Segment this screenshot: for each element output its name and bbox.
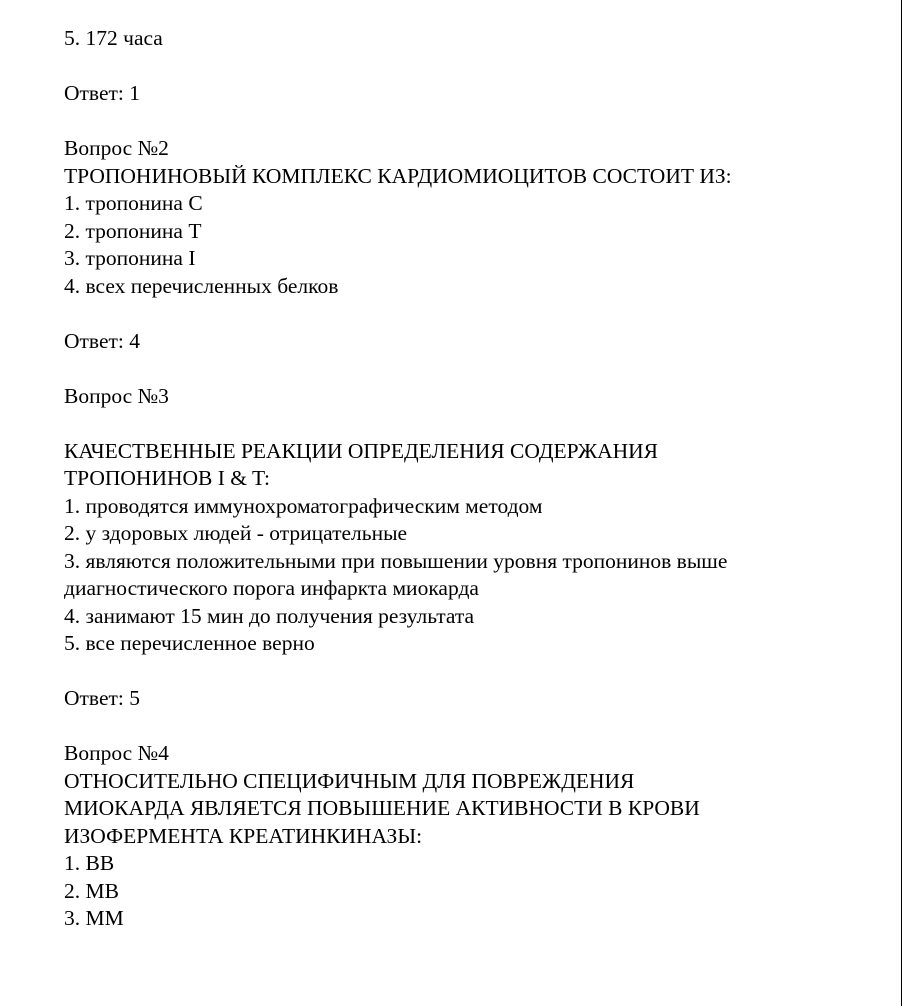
option-line: 2. МВ	[64, 878, 119, 903]
spacer	[64, 53, 884, 81]
question-stem: КАЧЕСТВЕННЫЕ РЕАКЦИИ ОПРЕДЕЛЕНИЯ СОДЕРЖАНИЯ	[64, 438, 659, 463]
option-line: 4. всех перечисленных белков	[64, 273, 339, 298]
option-line: 3. являются положительными при повышении уровня тропонинов выше	[64, 548, 728, 573]
spacer	[64, 713, 884, 741]
question-stem: ОТНОСИТЕЛЬНО СПЕЦИФИЧНЫМ ДЛЯ ПОВРЕЖДЕНИЯ	[64, 768, 635, 793]
option-line: 3. ММ	[64, 906, 124, 930]
option-line: 5. 172 часа	[64, 26, 163, 50]
answer-line: Ответ: 4	[64, 328, 140, 353]
spacer	[64, 108, 884, 136]
question-stem: ТРОПОНИНОВ I & T:	[64, 466, 271, 490]
option-line: 4. занимают 15 мин до получения результата	[64, 603, 475, 628]
option-line: 2. тропонина Т	[64, 218, 202, 243]
question-heading: Вопрос №4	[64, 741, 169, 765]
option-line: 2. у здоровых людей - отрицательные	[64, 521, 408, 545]
spacer	[64, 300, 884, 328]
question-stem: ИЗОФЕРМЕНТА КРЕАТИНКИНАЗЫ:	[64, 823, 423, 848]
option-line: 1. ВВ	[64, 851, 115, 875]
spacer	[64, 355, 884, 383]
option-line: 5. все перечисленное верно	[64, 631, 315, 655]
option-line: диагностического порога инфаркта миокарда	[64, 576, 479, 600]
question-stem: МИОКАРДА ЯВЛЯЕТСЯ ПОВЫШЕНИЕ АКТИВНОСТИ В КРОВИ	[64, 796, 700, 820]
question-stem: ТРОПОНИНОВЫЙ КОМПЛЕКС КАРДИОМИОЦИТОВ СОСТОИТ ИЗ:	[64, 163, 732, 188]
option-line: 1. тропонина С	[64, 191, 203, 215]
question-2	[64, 135, 884, 383]
option-line: 1. проводятся иммунохроматографическим методом	[64, 493, 543, 518]
answer-line: Ответ: 1	[64, 81, 140, 105]
option-line: 3. тропонина I	[64, 246, 196, 270]
question-3	[64, 383, 884, 741]
question-4	[64, 740, 884, 933]
question-heading: Вопрос №3	[64, 383, 169, 408]
question-heading: Вопрос №2	[64, 136, 169, 160]
spacer	[64, 410, 884, 438]
answer-line: Ответ: 5	[64, 686, 140, 710]
document-body	[64, 25, 884, 933]
spacer	[64, 658, 884, 686]
